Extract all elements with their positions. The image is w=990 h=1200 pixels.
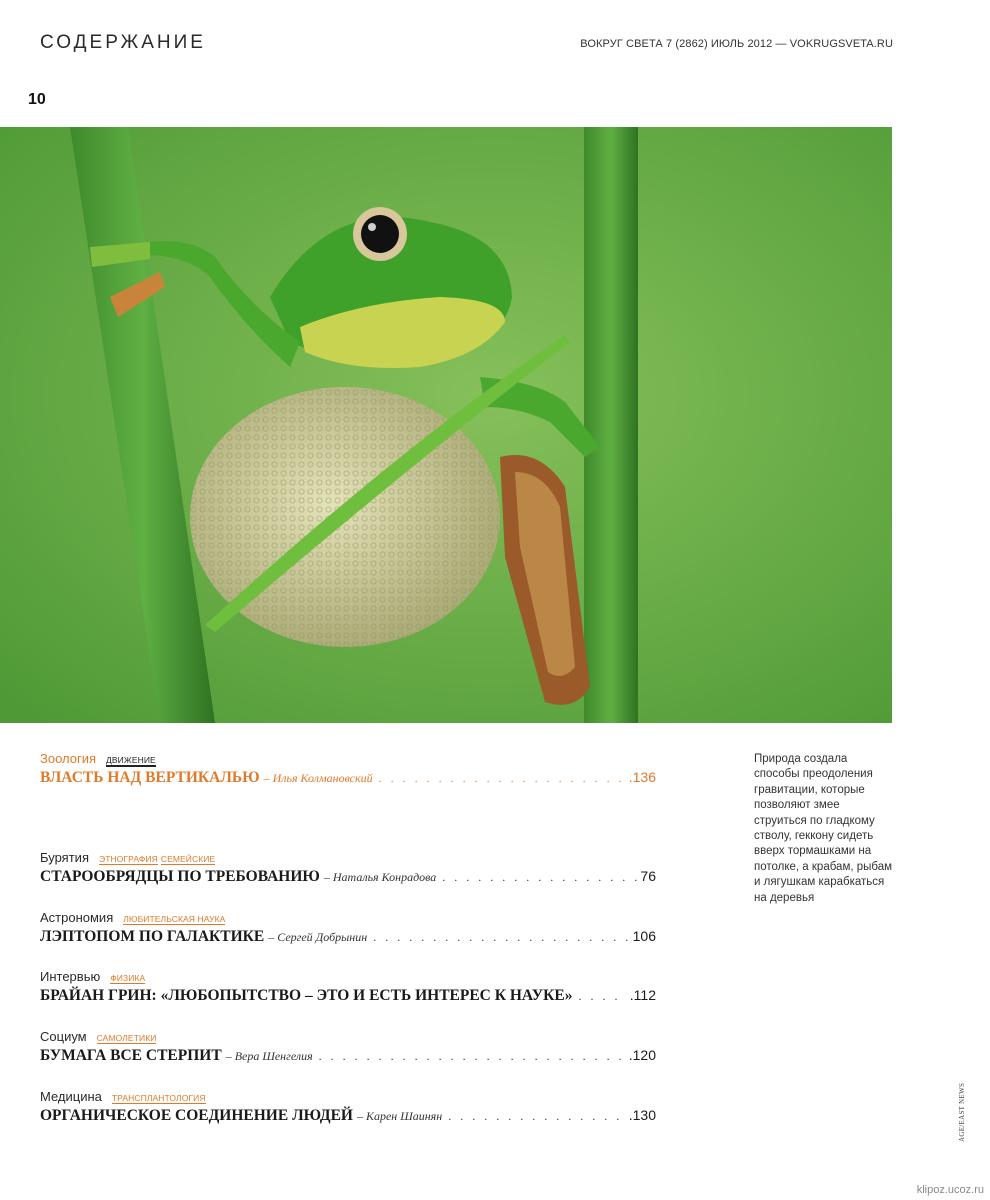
article-author: – Наталья Конрадова	[323, 870, 437, 884]
topic-tag[interactable]: ЭТНОГРАФИЯ	[98, 854, 158, 864]
page-reference[interactable]: .130	[628, 1107, 656, 1123]
topic-tag[interactable]: СЕМЕЙСКИЕ	[160, 854, 216, 864]
article-title[interactable]: ОРГАНИЧЕСКОЕ СОЕДИНЕНИЕ ЛЮДЕЙ	[40, 1107, 353, 1124]
page-reference[interactable]: .112	[629, 987, 656, 1003]
article-title[interactable]: СТАРООБРЯДЦЫ ПО ТРЕБОВАНИЮ	[40, 868, 320, 885]
topic-tag[interactable]: ЛЮБИТЕЛЬСКАЯ НАУКА	[123, 914, 226, 924]
topic-tag[interactable]: ДВИЖЕНИЕ	[106, 755, 156, 765]
leader-dots	[442, 870, 637, 885]
photo-caption: Природа создала способы преодоления гравитации, которые позволяют змее струиться по гладкому стволу, геккону сидеть вверх тормашками на потолке, а крабам, рыбам и лягушкам карабкаться на деревья	[754, 753, 893, 904]
photo-credit: AGE/EAST NEWS	[958, 1082, 966, 1142]
article-author: – Вера Шенгелия	[225, 1049, 313, 1063]
page-reference[interactable]: .120	[628, 1047, 656, 1063]
rubric-label: Бурятия	[40, 850, 89, 865]
article-author: – Сергей Добрынин	[268, 930, 368, 944]
watermark: klipoz.ucoz.ru	[916, 1184, 984, 1196]
toc-entry[interactable]	[40, 968, 656, 1005]
page-reference[interactable]: 106	[632, 928, 656, 944]
article-title[interactable]: БРАЙАН ГРИН: «ЛЮБОПЫТСТВО – ЭТО И ЕСТЬ ИНТЕРЕС К НАУКЕ»	[40, 987, 573, 1004]
rubric-label: Медицина	[40, 1089, 102, 1104]
page-reference[interactable]: 76	[640, 868, 656, 884]
leader-dots	[379, 771, 626, 786]
leader-dots	[319, 1049, 626, 1064]
leader-dots	[578, 989, 626, 1004]
toc-entry-featured[interactable]	[40, 750, 656, 787]
topic-tag[interactable]: САМОЛЕТИКИ	[96, 1033, 157, 1043]
article-author: – Карен Шаинян	[356, 1109, 443, 1123]
frog-photo	[0, 127, 892, 723]
article-title[interactable]: ЛЭПТОПОМ ПО ГАЛАКТИКЕ	[40, 928, 265, 945]
rubric-label: Интервью	[40, 969, 101, 984]
toc-entry[interactable]	[40, 909, 656, 946]
toc-entry[interactable]	[40, 1088, 656, 1125]
topic-tag[interactable]: ТРАНСПЛАНТОЛОГИЯ	[111, 1093, 206, 1103]
rubric-label: Астрономия	[40, 910, 114, 925]
section-title: СОДЕРЖАНИЕ	[40, 32, 206, 53]
frog-illustration	[0, 127, 892, 723]
article-title[interactable]: БУМАГА ВСЕ СТЕРПИТ	[40, 1047, 222, 1064]
rubric-label: Зоология	[40, 751, 97, 766]
page-reference[interactable]: .136	[628, 769, 656, 785]
rubric-label: Социум	[40, 1029, 87, 1044]
leader-dots	[373, 930, 629, 945]
toc-entry[interactable]	[40, 849, 656, 886]
topic-tag[interactable]: ФИЗИКА	[110, 973, 146, 983]
page-number: 10	[28, 91, 46, 108]
article-author: – Илья Колмановский	[263, 771, 373, 785]
toc-entry[interactable]	[40, 1028, 656, 1065]
leader-dots	[448, 1109, 626, 1124]
article-title[interactable]: ВЛАСТЬ НАД ВЕРТИКАЛЬЮ	[40, 769, 260, 786]
issue-info: ВОКРУГ СВЕТА 7 (2862) ИЮЛЬ 2012 — VOKRUGSVETA.RU	[580, 38, 893, 50]
